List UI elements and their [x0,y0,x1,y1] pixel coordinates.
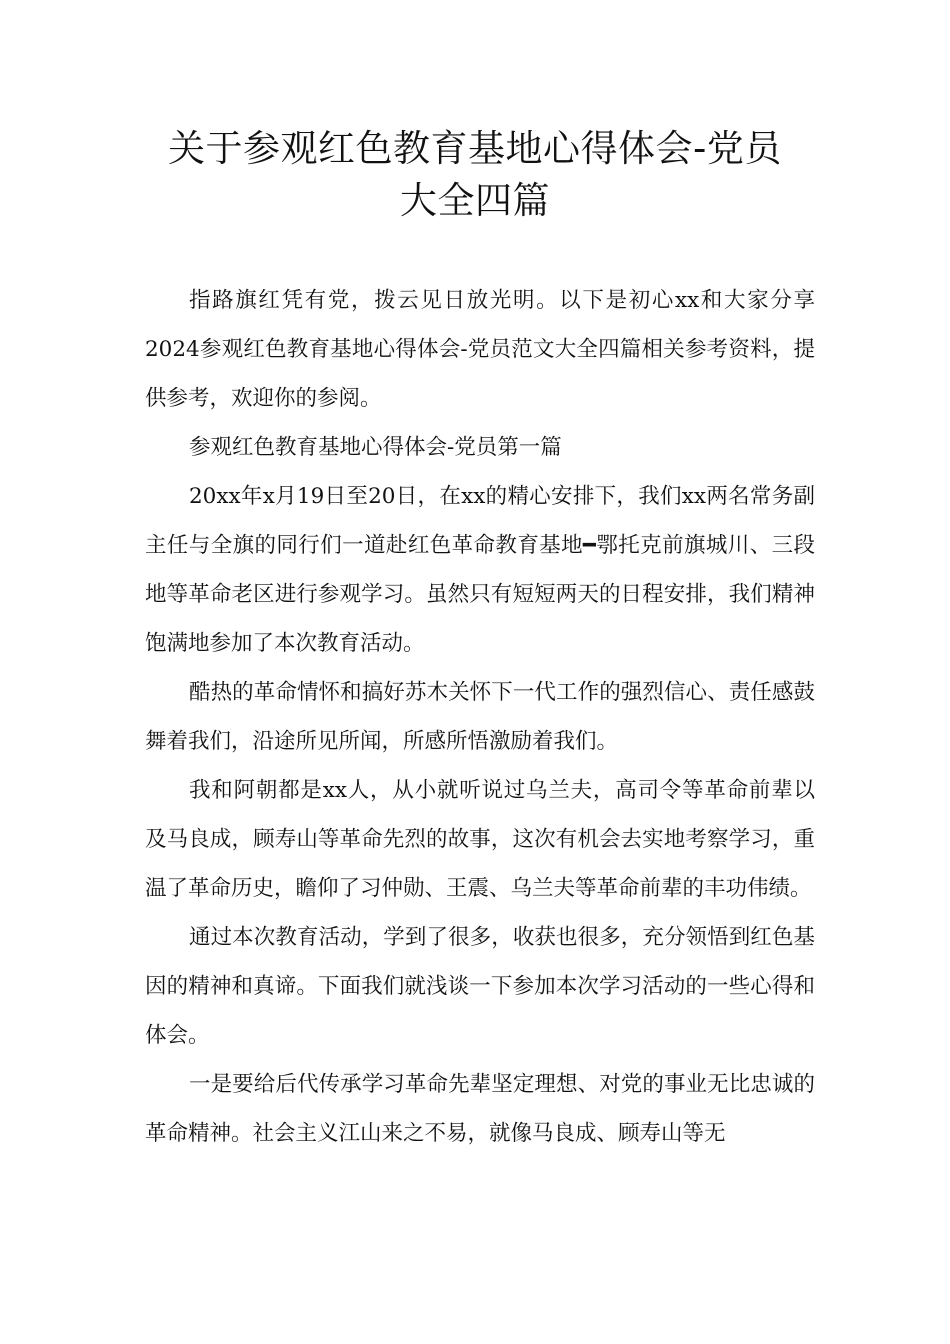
document-title [120,123,830,227]
body-paragraph: 酷热的革命情怀和搞好苏木关怀下一代工作的强烈信心、责任感鼓舞着我们，沿途所见所闻，所感所悟激励着我们。 [145,680,815,754]
title-line-2: 大全四篇 [400,179,550,222]
body-paragraph: 我和阿朝都是xx人，从小就听说过乌兰夫，高司令等革命前辈以及马良成，顾寿山等革命先烈的故事，这次有机会去实地考察学习，重温了革命历史，瞻仰了习仲勋、王震、乌兰夫等革命前辈的丰功伟绩。 [145,778,815,901]
body-paragraph: 20xx年x月19日至20日，在xx的精心安排下，我们xx两名常务副主任与全旗的同行们一道赴红色革命教育基地━鄂托克前旗城川、三段地等革命老区进行参观学习。虽然只有短短两天的日程安排，我们精神饱满地参加了本次教育活动。 [145,484,815,656]
title-line-1: 关于参观红色教育基地心得体会-党员 [168,127,782,170]
body-paragraph: 一是要给后代传承学习革命先辈坚定理想、对党的事业无比忠诚的革命精神。社会主义江山来之不易，就像马良成、顾寿山等无 [145,1072,815,1146]
document-body [145,276,815,1158]
section-heading: 参观红色教育基地心得体会-党员第一篇 [189,435,562,460]
body-paragraph: 通过本次教育活动，学到了很多，收获也很多，充分领悟到红色基因的精神和真谛。下面我们就浅谈一下参加本次学习活动的一些心得和体会。 [145,925,815,1048]
intro-paragraph: 指路旗红凭有党，拨云见日放光明。以下是初心xx和大家分享2024参观红色教育基地心得体会-党员范文大全四篇相关参考资料，提供参考，欢迎你的参阅。 [145,288,815,411]
